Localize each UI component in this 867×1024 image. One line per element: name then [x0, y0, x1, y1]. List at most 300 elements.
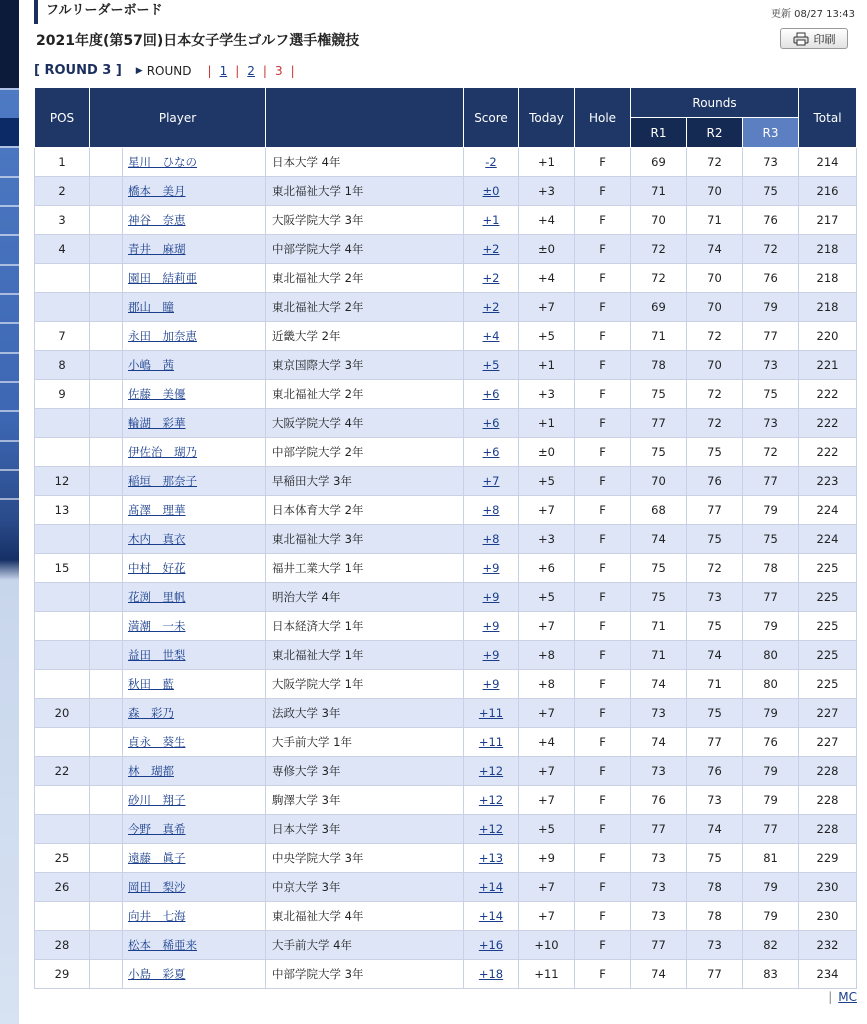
- cell-school: 東北福祉大学 3年: [266, 525, 464, 554]
- cell-total: 218: [799, 264, 857, 293]
- competition-title: 2021年度(第57回)日本女子学生ゴルフ選手権競技: [36, 33, 360, 49]
- cell-total: 232: [799, 931, 857, 960]
- player-link[interactable]: 永田 加奈恵: [128, 329, 197, 343]
- cell-total: 230: [799, 902, 857, 931]
- cell-r2: 72: [687, 409, 743, 438]
- player-link[interactable]: 岡田 梨沙: [128, 880, 186, 894]
- score-link[interactable]: +14: [478, 880, 504, 894]
- player-link[interactable]: 森 彩乃: [128, 706, 174, 720]
- player-link[interactable]: 青井 麻瑚: [128, 242, 186, 256]
- player-link[interactable]: 今野 真希: [128, 822, 186, 836]
- cell-flag: [90, 264, 123, 293]
- cell-today: +7: [519, 786, 575, 815]
- triangle-right-icon: ▶: [135, 65, 143, 76]
- cell-school: 明治大学 4年: [266, 583, 464, 612]
- cell-hole: F: [575, 641, 631, 670]
- cell-flag: [90, 641, 123, 670]
- player-link[interactable]: 砂川 翔子: [128, 793, 186, 807]
- cell-total: 220: [799, 322, 857, 351]
- cell-r2: 75: [687, 438, 743, 467]
- cell-today: +5: [519, 322, 575, 351]
- cell-total: 225: [799, 670, 857, 699]
- cell-hole: F: [575, 844, 631, 873]
- cell-r3: 76: [743, 728, 799, 757]
- cell-r2: 70: [687, 177, 743, 206]
- cell-r2: 73: [687, 583, 743, 612]
- cell-total: 218: [799, 293, 857, 322]
- cell-r1: 77: [631, 409, 687, 438]
- score-link[interactable]: +14: [478, 909, 504, 923]
- page-title: フルリーダーボード: [34, 0, 346, 24]
- player-link[interactable]: 益田 世梨: [128, 648, 186, 662]
- score-link[interactable]: ±0: [482, 184, 500, 198]
- cell-r1: 73: [631, 873, 687, 902]
- cell-r1: 71: [631, 322, 687, 351]
- cell-r1: 74: [631, 670, 687, 699]
- cell-r3: 81: [743, 844, 799, 873]
- mc-link-area: | MC: [828, 990, 857, 1004]
- score-link[interactable]: -2: [485, 155, 497, 169]
- cell-r3: 80: [743, 670, 799, 699]
- round-navigation: [ ROUND 3 ] ▶ ROUND | 1 | 2 | 3 |: [34, 63, 295, 78]
- last-updated: 更新 08/27 13:43: [771, 9, 855, 20]
- cell-r2: 70: [687, 293, 743, 322]
- cell-r3: 73: [743, 148, 799, 177]
- score-link[interactable]: +12: [478, 764, 504, 778]
- player-link[interactable]: 花渕 里帆: [128, 590, 186, 604]
- cell-r3: 75: [743, 525, 799, 554]
- cell-hole: F: [575, 931, 631, 960]
- cell-r3: 78: [743, 554, 799, 583]
- cell-r2: 74: [687, 641, 743, 670]
- cell-r3: 79: [743, 757, 799, 786]
- table-row: [35, 206, 857, 235]
- cell-school: 中部学院大学 3年: [266, 960, 464, 989]
- table-row: [35, 554, 857, 583]
- table-row: [35, 409, 857, 438]
- table-row: [35, 496, 857, 525]
- table-row: [35, 235, 857, 264]
- cell-today: +3: [519, 380, 575, 409]
- cell-pos: 9: [35, 380, 90, 409]
- header-r1: R1: [631, 118, 687, 148]
- cell-r2: 74: [687, 235, 743, 264]
- cell-hole: F: [575, 496, 631, 525]
- cell-pos: 28: [35, 931, 90, 960]
- score-link[interactable]: +2: [482, 242, 500, 256]
- cell-school: 大手前大学 1年: [266, 728, 464, 757]
- player-link[interactable]: 秋田 藍: [128, 677, 174, 691]
- cell-r1: 73: [631, 844, 687, 873]
- printer-icon: [793, 32, 809, 46]
- cell-pos: [35, 728, 90, 757]
- cell-r1: 71: [631, 177, 687, 206]
- cell-r2: 72: [687, 380, 743, 409]
- table-row: [35, 583, 857, 612]
- player-link[interactable]: 稲垣 那奈子: [128, 474, 197, 488]
- cell-school: 福井工業大学 1年: [266, 554, 464, 583]
- score-link[interactable]: +9: [482, 561, 500, 575]
- cell-r2: 76: [687, 757, 743, 786]
- score-link[interactable]: +11: [478, 735, 504, 749]
- cell-r3: 79: [743, 902, 799, 931]
- table-row: [35, 467, 857, 496]
- cell-pos: 22: [35, 757, 90, 786]
- cell-total: 222: [799, 380, 857, 409]
- cell-pos: [35, 409, 90, 438]
- player-link[interactable]: 輪湖 彩華: [128, 416, 186, 430]
- cell-hole: F: [575, 960, 631, 989]
- cell-flag: [90, 177, 123, 206]
- cell-hole: F: [575, 148, 631, 177]
- cell-hole: F: [575, 815, 631, 844]
- player-link[interactable]: 貞永 葵生: [128, 735, 186, 749]
- table-row: [35, 786, 857, 815]
- cell-r1: 70: [631, 206, 687, 235]
- cell-flag: [90, 873, 123, 902]
- header-r2: R2: [687, 118, 743, 148]
- cell-flag: [90, 525, 123, 554]
- cell-pos: [35, 264, 90, 293]
- cell-flag: [90, 293, 123, 322]
- cell-pos: 13: [35, 496, 90, 525]
- cell-school: 中京大学 3年: [266, 873, 464, 902]
- player-link[interactable]: 遠藤 眞子: [128, 851, 186, 865]
- round-3-active: 3: [274, 63, 283, 78]
- round-2-link[interactable]: 2: [247, 63, 255, 78]
- cell-r3: 82: [743, 931, 799, 960]
- cell-today: +7: [519, 293, 575, 322]
- score-link[interactable]: +2: [482, 300, 500, 314]
- score-link[interactable]: +18: [478, 967, 504, 981]
- player-link[interactable]: 木内 真衣: [128, 532, 186, 546]
- cell-school: 日本大学 3年: [266, 815, 464, 844]
- cell-total: 225: [799, 554, 857, 583]
- cell-flag: [90, 902, 123, 931]
- cell-total: 228: [799, 786, 857, 815]
- player-link[interactable]: 向井 七海: [128, 909, 186, 923]
- cell-r2: 75: [687, 844, 743, 873]
- cell-hole: F: [575, 525, 631, 554]
- cell-today: +11: [519, 960, 575, 989]
- cell-r1: 75: [631, 380, 687, 409]
- score-link[interactable]: +16: [478, 938, 504, 952]
- cell-r3: 72: [743, 438, 799, 467]
- table-row: [35, 815, 857, 844]
- cell-r3: 72: [743, 235, 799, 264]
- cell-flag: [90, 844, 123, 873]
- cell-r2: 73: [687, 931, 743, 960]
- cell-r1: 74: [631, 960, 687, 989]
- cell-r2: 72: [687, 322, 743, 351]
- cell-hole: F: [575, 351, 631, 380]
- player-link[interactable]: 松本 稀亜来: [128, 938, 197, 952]
- cell-r2: 75: [687, 699, 743, 728]
- cell-today: +7: [519, 757, 575, 786]
- mc-link[interactable]: MC: [838, 990, 857, 1004]
- cell-hole: F: [575, 554, 631, 583]
- cell-school: 大阪学院大学 3年: [266, 206, 464, 235]
- cell-flag: [90, 496, 123, 525]
- score-link[interactable]: +2: [482, 271, 500, 285]
- score-link[interactable]: +9: [482, 619, 500, 633]
- cell-r2: 75: [687, 612, 743, 641]
- cell-flag: [90, 670, 123, 699]
- table-row: [35, 351, 857, 380]
- score-link[interactable]: +4: [482, 329, 500, 343]
- cell-hole: F: [575, 786, 631, 815]
- cell-r1: 72: [631, 235, 687, 264]
- cell-r3: 77: [743, 467, 799, 496]
- cell-total: 223: [799, 467, 857, 496]
- cell-school: 法政大学 3年: [266, 699, 464, 728]
- cell-r1: 78: [631, 351, 687, 380]
- cell-total: 227: [799, 728, 857, 757]
- cell-r2: 72: [687, 554, 743, 583]
- score-link[interactable]: +13: [478, 851, 504, 865]
- cell-school: 東北福祉大学 4年: [266, 902, 464, 931]
- cell-r3: 77: [743, 815, 799, 844]
- score-link[interactable]: +11: [478, 706, 504, 720]
- table-row: [35, 728, 857, 757]
- score-link[interactable]: +9: [482, 648, 500, 662]
- table-row: [35, 844, 857, 873]
- cell-hole: F: [575, 438, 631, 467]
- player-link[interactable]: 佐藤 美優: [128, 387, 186, 401]
- cell-r3: 79: [743, 612, 799, 641]
- score-link[interactable]: +9: [482, 677, 500, 691]
- cell-pos: [35, 902, 90, 931]
- cell-total: 234: [799, 960, 857, 989]
- cell-pos: 3: [35, 206, 90, 235]
- cell-r2: 77: [687, 960, 743, 989]
- cell-today: +10: [519, 931, 575, 960]
- header-score: Score: [464, 88, 519, 148]
- cell-total: 225: [799, 641, 857, 670]
- cell-pos: [35, 438, 90, 467]
- cell-today: +4: [519, 264, 575, 293]
- player-link[interactable]: 小嶋 茜: [128, 358, 174, 372]
- cell-r1: 74: [631, 525, 687, 554]
- cell-flag: [90, 438, 123, 467]
- cell-r1: 77: [631, 815, 687, 844]
- table-row: [35, 438, 857, 467]
- cell-hole: F: [575, 409, 631, 438]
- cell-r2: 78: [687, 873, 743, 902]
- score-link[interactable]: +8: [482, 503, 500, 517]
- player-link[interactable]: 園田 結莉亜: [128, 271, 197, 285]
- cell-hole: F: [575, 699, 631, 728]
- player-link[interactable]: 小島 彩夏: [128, 967, 186, 981]
- cell-r2: 71: [687, 670, 743, 699]
- cell-total: 228: [799, 815, 857, 844]
- header-r3: R3: [743, 118, 799, 148]
- table-row: [35, 612, 857, 641]
- cell-school: 東京国際大学 3年: [266, 351, 464, 380]
- cell-flag: [90, 554, 123, 583]
- print-button-label: 印刷: [813, 32, 836, 46]
- cell-flag: [90, 815, 123, 844]
- main-content: [19, 0, 867, 1024]
- cell-total: 222: [799, 438, 857, 467]
- score-link[interactable]: +8: [482, 532, 500, 546]
- cell-school: 東北福祉大学 2年: [266, 264, 464, 293]
- player-link[interactable]: 中村 好花: [128, 561, 186, 575]
- table-row: [35, 380, 857, 409]
- score-link[interactable]: +9: [482, 590, 500, 604]
- cell-school: 専修大学 3年: [266, 757, 464, 786]
- cell-r1: 77: [631, 931, 687, 960]
- cell-school: 中部学院大学 2年: [266, 438, 464, 467]
- cell-r1: 69: [631, 293, 687, 322]
- cell-total: 228: [799, 757, 857, 786]
- cell-today: +1: [519, 409, 575, 438]
- cell-r2: 73: [687, 786, 743, 815]
- table-row: [35, 641, 857, 670]
- cell-r2: 76: [687, 467, 743, 496]
- player-link[interactable]: 満潮 一未: [128, 619, 186, 633]
- cell-pos: [35, 815, 90, 844]
- cell-r3: 80: [743, 641, 799, 670]
- cell-r1: 74: [631, 728, 687, 757]
- cell-r3: 76: [743, 264, 799, 293]
- cell-pos: 20: [35, 699, 90, 728]
- cell-r2: 70: [687, 351, 743, 380]
- table-row: [35, 293, 857, 322]
- cell-today: +6: [519, 554, 575, 583]
- side-nav-selected-item[interactable]: [0, 118, 19, 146]
- cell-total: 222: [799, 409, 857, 438]
- cell-r3: 75: [743, 177, 799, 206]
- score-link[interactable]: +7: [482, 474, 500, 488]
- table-row: [35, 960, 857, 989]
- table-row: [35, 148, 857, 177]
- cell-flag: [90, 206, 123, 235]
- cell-r1: 68: [631, 496, 687, 525]
- cell-today: +7: [519, 902, 575, 931]
- cell-pos: [35, 786, 90, 815]
- score-link[interactable]: +12: [478, 793, 504, 807]
- leaderboard-body: [35, 148, 857, 989]
- table-row: [35, 264, 857, 293]
- cell-r1: 71: [631, 612, 687, 641]
- cell-flag: [90, 235, 123, 264]
- cell-pos: 8: [35, 351, 90, 380]
- cell-school: 中部学院大学 4年: [266, 235, 464, 264]
- cell-today: +7: [519, 699, 575, 728]
- cell-flag: [90, 351, 123, 380]
- cell-total: 225: [799, 583, 857, 612]
- cell-r3: 79: [743, 293, 799, 322]
- cell-flag: [90, 960, 123, 989]
- score-link[interactable]: +1: [482, 213, 500, 227]
- table-row: [35, 873, 857, 902]
- header-player: Player: [90, 88, 266, 148]
- cell-r1: 70: [631, 467, 687, 496]
- player-link[interactable]: 神谷 奈恵: [128, 213, 186, 227]
- round-1-link[interactable]: 1: [219, 63, 228, 78]
- cell-r2: 70: [687, 264, 743, 293]
- cell-school: 東北福祉大学 2年: [266, 293, 464, 322]
- cell-r2: 77: [687, 496, 743, 525]
- player-link[interactable]: 星川 ひなの: [128, 155, 197, 169]
- cell-flag: [90, 612, 123, 641]
- cell-school: 大阪学院大学 4年: [266, 409, 464, 438]
- cell-hole: F: [575, 873, 631, 902]
- player-link[interactable]: 橋本 美月: [128, 184, 186, 198]
- player-link[interactable]: 伊佐治 瑚乃: [128, 445, 197, 459]
- cell-pos: 12: [35, 467, 90, 496]
- cell-today: +7: [519, 873, 575, 902]
- cell-today: ±0: [519, 235, 575, 264]
- player-link[interactable]: 髙澤 理華: [128, 503, 186, 517]
- cell-r3: 79: [743, 699, 799, 728]
- leaderboard-table: [34, 87, 857, 989]
- score-link[interactable]: +6: [482, 387, 500, 401]
- table-row: [35, 177, 857, 206]
- cell-r3: 76: [743, 206, 799, 235]
- score-link[interactable]: +12: [478, 822, 504, 836]
- cell-r3: 79: [743, 873, 799, 902]
- cell-school: 日本大学 4年: [266, 148, 464, 177]
- cell-total: 217: [799, 206, 857, 235]
- cell-hole: F: [575, 902, 631, 931]
- cell-pos: [35, 670, 90, 699]
- round-label: ROUND: [146, 63, 192, 78]
- cell-hole: F: [575, 177, 631, 206]
- cell-r3: 83: [743, 960, 799, 989]
- cell-flag: [90, 322, 123, 351]
- cell-r2: 71: [687, 206, 743, 235]
- cell-school: 東北福祉大学 2年: [266, 380, 464, 409]
- score-link[interactable]: +5: [482, 358, 500, 372]
- cell-school: 中央学院大学 3年: [266, 844, 464, 873]
- cell-r3: 73: [743, 409, 799, 438]
- cell-today: +4: [519, 728, 575, 757]
- cell-school: 日本体育大学 2年: [266, 496, 464, 525]
- cell-hole: F: [575, 264, 631, 293]
- cell-total: 230: [799, 873, 857, 902]
- cell-hole: F: [575, 757, 631, 786]
- player-link[interactable]: 郡山 瞳: [128, 300, 174, 314]
- cell-pos: 2: [35, 177, 90, 206]
- player-link[interactable]: 林 瑚都: [128, 764, 174, 778]
- cell-school: 日本経済大学 1年: [266, 612, 464, 641]
- cell-r3: 79: [743, 496, 799, 525]
- header-total: Total: [799, 88, 857, 148]
- cell-flag: [90, 786, 123, 815]
- cell-flag: [90, 931, 123, 960]
- cell-school: 早稲田大学 3年: [266, 467, 464, 496]
- cell-hole: F: [575, 206, 631, 235]
- cell-hole: F: [575, 293, 631, 322]
- cell-today: +1: [519, 351, 575, 380]
- score-link[interactable]: +6: [482, 416, 500, 430]
- cell-r3: 75: [743, 380, 799, 409]
- cell-r1: 73: [631, 902, 687, 931]
- cell-today: +1: [519, 148, 575, 177]
- cell-flag: [90, 728, 123, 757]
- cell-pos: 15: [35, 554, 90, 583]
- cell-hole: F: [575, 322, 631, 351]
- cell-flag: [90, 380, 123, 409]
- cell-total: 225: [799, 612, 857, 641]
- cell-today: +3: [519, 525, 575, 554]
- print-button[interactable]: [780, 28, 848, 49]
- cell-pos: 26: [35, 873, 90, 902]
- score-link[interactable]: +6: [482, 445, 500, 459]
- cell-r2: 72: [687, 148, 743, 177]
